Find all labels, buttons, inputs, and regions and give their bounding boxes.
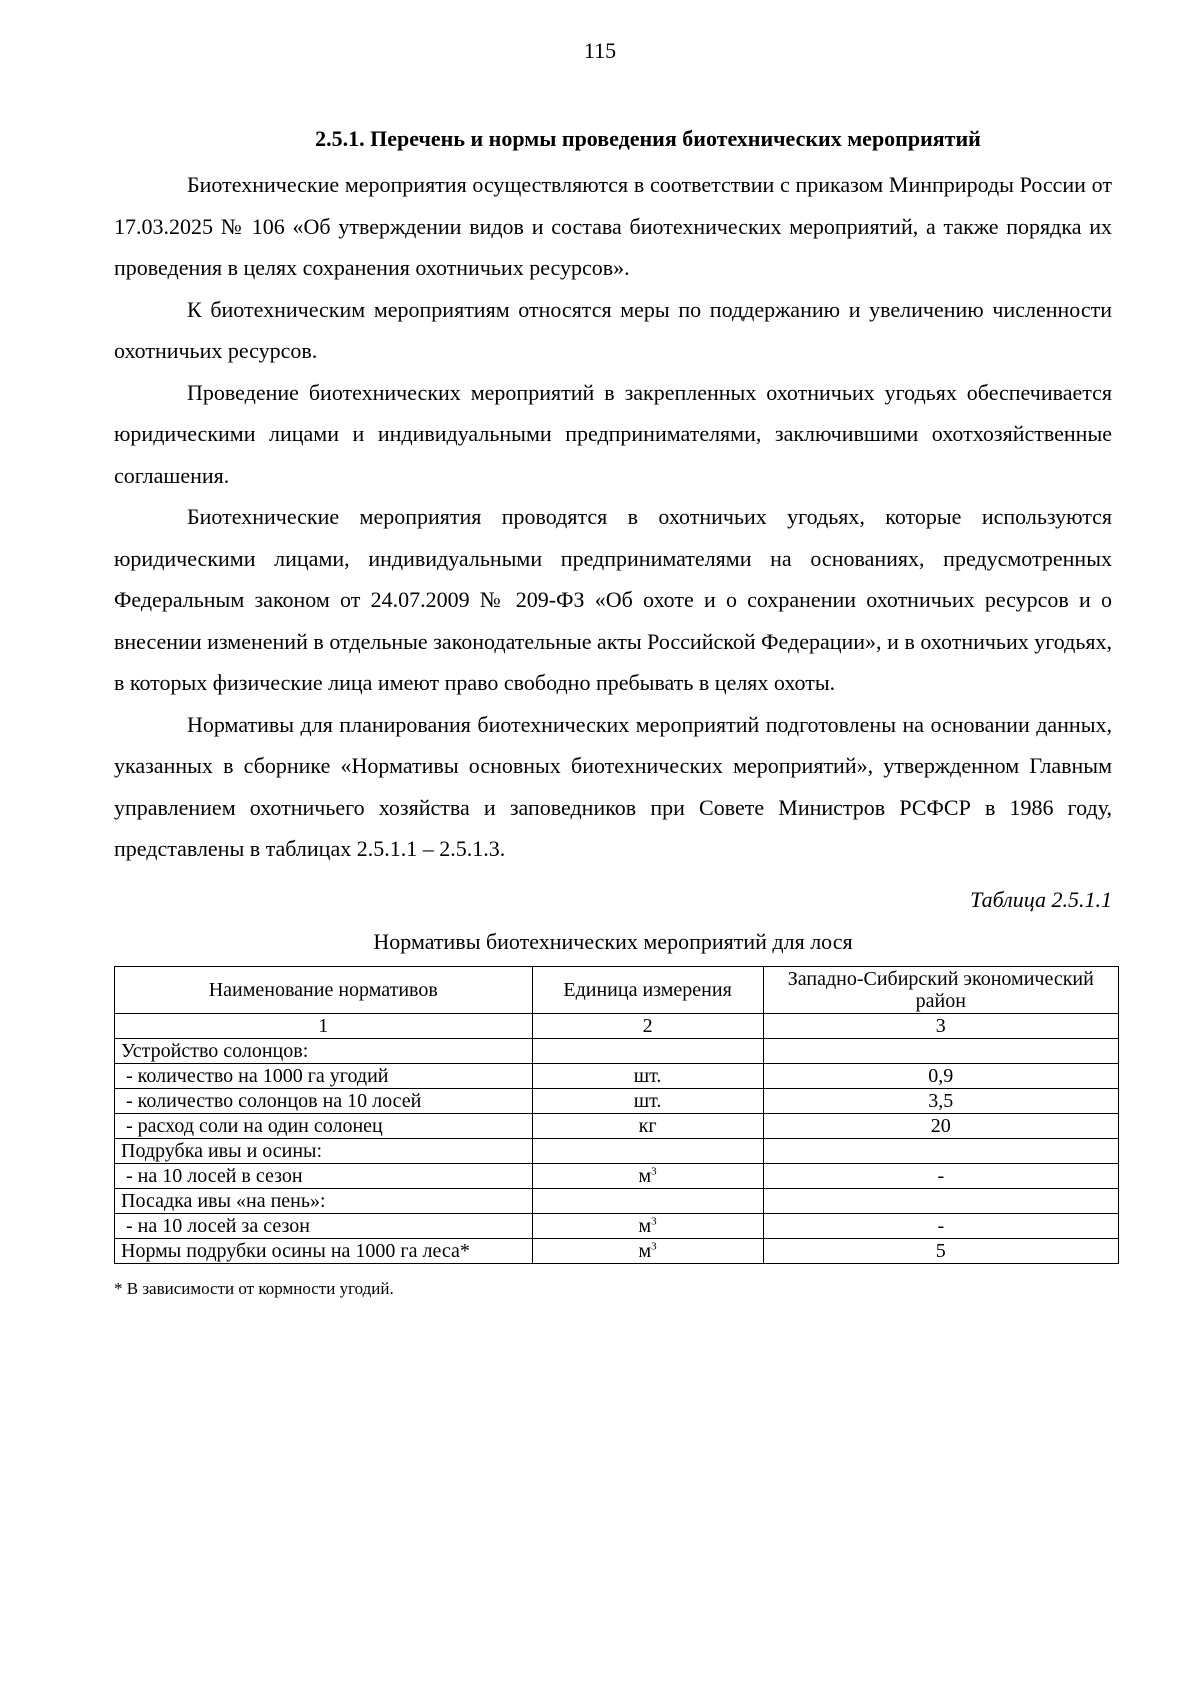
norm-unit-text: кг [638,1114,657,1137]
norm-name: Нормы подрубки осины на 1000 га леса* [115,1238,533,1263]
table-row [115,1113,1119,1138]
norm-unit-superscript: 3 [651,1164,657,1177]
norms-table [114,966,1119,1264]
norm-unit-text: м [638,1214,652,1237]
norm-unit-superscript: 3 [651,1214,657,1227]
norm-value: 5 [763,1238,1118,1263]
norm-unit [532,1063,763,1088]
norm-name: - количество на 1000 га угодий [115,1063,533,1088]
header-unit: Единица измерения [532,966,763,1013]
header-name: Наименование нормативов [115,966,533,1013]
norm-unit [532,1188,763,1213]
norm-value: - [763,1213,1118,1238]
table-row [115,1213,1119,1238]
header-region: Западно-Сибирский экономический район [763,966,1118,1013]
paragraph: К биотехническим мероприятиям относятся меры по поддержанию и увеличению численности охотничьих ресурсов. [114,296,1112,363]
table-title: Нормативы биотехнических мероприятий для лося [373,928,853,954]
table-label: Таблица 2.5.1.1 [970,886,1112,912]
table-row [115,1138,1119,1163]
norm-unit [532,1088,763,1113]
norm-value: 0,9 [763,1063,1118,1088]
column-number: 1 [115,1013,533,1038]
table-header-row [115,966,1119,1013]
page-number: 115 [583,38,617,63]
norm-unit-superscript: 3 [651,1239,657,1252]
paragraph: Биотехнические мероприятия осуществляются в соответствии с приказом Минприроды России от 17.03.2025 № 106 «Об утверждении видов и состава биотехнических мероприятий, а также порядка их проведения в целях сохранения охотничьих ресурсов». [114,172,1112,280]
table-row [115,1163,1119,1188]
norm-unit [532,1138,763,1163]
norm-name: Подрубка ивы и осины: [115,1138,533,1163]
section-heading: 2.5.1. Перечень и нормы проведения биотехнических мероприятий [315,126,981,151]
norm-unit-text: м [638,1164,652,1187]
paragraph: Биотехнические мероприятия проводятся в охотничьих угодьях, которые используются юридическими лицами, индивидуальными предпринимателями на основаниях, предусмотренных Федеральным законом от 24.07.2009 № 209-ФЗ «Об охоте и о сохранении охотничьих ресурсов и о внесении изменений в отдельные законодательные акты Российской Федерации», и в охотничьих угодьях, в которых физические лица имеют право свободно пребывать в целях охоты. [114,504,1112,695]
column-number: 2 [532,1013,763,1038]
norm-name: - расход соли на один солонец [115,1113,533,1138]
paragraph: Проведение биотехнических мероприятий в закрепленных охотничьих угодьях обеспечивается юридическими лицами и индивидуальными предпринимателями, заключившими охотхозяйственные соглашения. [114,379,1112,488]
paragraph: Нормативы для планирования биотехнических мероприятий подготовлены на основании данных, указанных в сборнике «Нормативы основных биотехнических мероприятий», утвержденном Главным управлением охотничьего хозяйства и заповедников при Совете Министров РСФСР в 1986 году, представлены в таблицах 2.5.1.1 – 2.5.1.3. [114,711,1112,861]
norm-value: 20 [763,1113,1118,1138]
norm-unit [532,1238,763,1263]
norm-unit [532,1163,763,1188]
norm-value: 3,5 [763,1088,1118,1113]
table-row [115,1238,1119,1263]
norm-value [763,1188,1118,1213]
table-row [115,1063,1119,1088]
norm-unit-text: шт. [633,1089,662,1112]
column-number: 3 [763,1013,1118,1038]
table-row [115,1038,1119,1063]
norm-name: Посадка ивы «на пень»: [115,1188,533,1213]
table-row [115,1188,1119,1213]
table-row [115,1088,1119,1113]
norm-name: - на 10 лосей за сезон [115,1213,533,1238]
norm-unit-text: шт. [633,1064,662,1087]
document-body [114,126,1112,1300]
footnote: * В зависимости от кормности угодий. [114,1278,394,1298]
norm-unit [532,1213,763,1238]
norm-value [763,1038,1118,1063]
norm-unit [532,1113,763,1138]
norm-value [763,1138,1118,1163]
norm-unit-text: м [638,1239,652,1262]
norm-name: - на 10 лосей в сезон [115,1163,533,1188]
norm-name: Устройство солонцов: [115,1038,533,1063]
norm-unit [532,1038,763,1063]
norm-value: - [763,1163,1118,1188]
norm-name: - количество солонцов на 10 лосей [115,1088,533,1113]
column-number-row [115,1013,1119,1038]
